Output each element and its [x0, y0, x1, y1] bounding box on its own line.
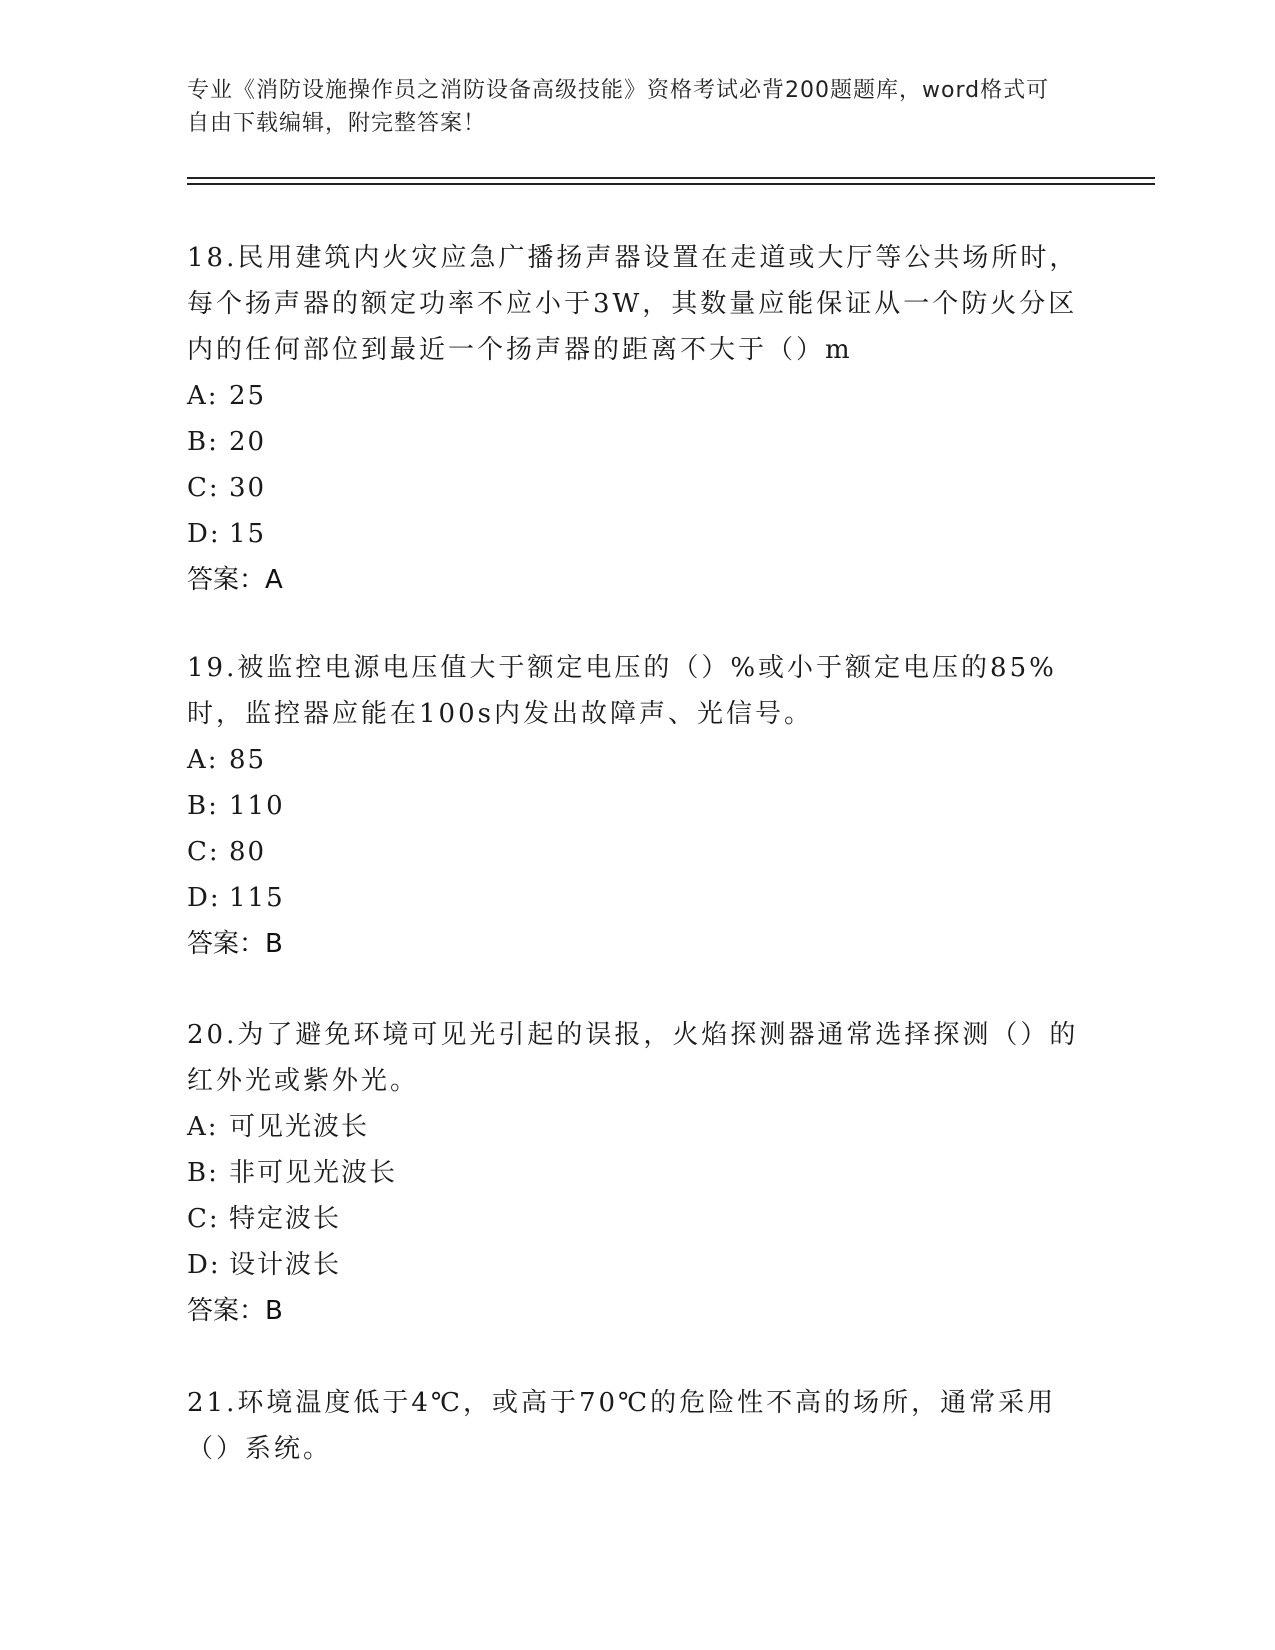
option-b	[187, 1150, 1087, 1196]
option-d	[187, 875, 1087, 921]
question-stem: 18.民用建筑内火灾应急广播扬声器设置在走道或大厅等公共场所时，每个扬声器的额定功率不应小于3W，其数量应能保证从一个防火分区内的任何部位到最近一个扬声器的距离不大于（）m	[187, 243, 1079, 365]
option-text: 15	[229, 519, 267, 549]
option-text: 20	[229, 427, 267, 457]
option-c	[187, 829, 1087, 875]
option-key: B:	[187, 791, 219, 821]
option-a	[187, 737, 1087, 783]
question-stem: 20.为了避免环境可见光引起的误报，火焰探测器通常选择探测（）的红外光或紫外光。	[187, 1020, 1079, 1096]
option-b	[187, 783, 1087, 829]
option-text: 特定波长	[229, 1204, 342, 1234]
option-key: A:	[187, 1112, 219, 1142]
question-stem: 19.被监控电源电压值大于额定电压的（）%或小于额定电压的85%时，监控器应能在100s内发出故障声、光信号。	[187, 653, 1057, 729]
option-text: 115	[229, 883, 285, 913]
option-key: A:	[187, 381, 219, 411]
option-text: 可见光波长	[229, 1112, 370, 1142]
option-text: 85	[229, 745, 267, 775]
option-text: 30	[229, 473, 267, 503]
option-c	[187, 465, 1087, 511]
option-key: D:	[187, 519, 221, 549]
option-key: C:	[187, 837, 220, 867]
option-key: A:	[187, 745, 219, 775]
question-20	[187, 1012, 1087, 1334]
option-b	[187, 419, 1087, 465]
option-text: 80	[229, 837, 267, 867]
answer-line: 答案：B	[187, 929, 283, 959]
option-a	[187, 1104, 1087, 1150]
question-21	[187, 1380, 1087, 1472]
option-text: 设计波长	[229, 1250, 342, 1280]
answer-line: 答案：A	[187, 565, 283, 595]
option-key: D:	[187, 883, 221, 913]
option-text: 25	[229, 381, 267, 411]
option-d	[187, 1242, 1087, 1288]
question-stem: 21.环境温度低于4℃，或高于70℃的危险性不高的场所，通常采用（）系统。	[187, 1388, 1057, 1464]
option-text: 110	[229, 791, 285, 821]
option-key: C:	[187, 1204, 220, 1234]
option-d	[187, 511, 1087, 557]
header-divider-top	[187, 177, 1155, 179]
option-c	[187, 1196, 1087, 1242]
option-key: B:	[187, 1158, 219, 1188]
question-18	[187, 235, 1087, 603]
document-header: 专业《消防设施操作员之消防设备高级技能》资格考试必背200题题库，word格式可自由下载编辑，附完整答案！	[187, 78, 1050, 136]
option-a	[187, 373, 1087, 419]
option-key: C:	[187, 473, 220, 503]
question-19	[187, 645, 1087, 967]
option-key: B:	[187, 427, 219, 457]
option-text: 非可见光波长	[229, 1158, 398, 1188]
option-key: D:	[187, 1250, 221, 1280]
answer-line: 答案：B	[187, 1296, 283, 1326]
header-divider-bottom	[187, 183, 1155, 185]
